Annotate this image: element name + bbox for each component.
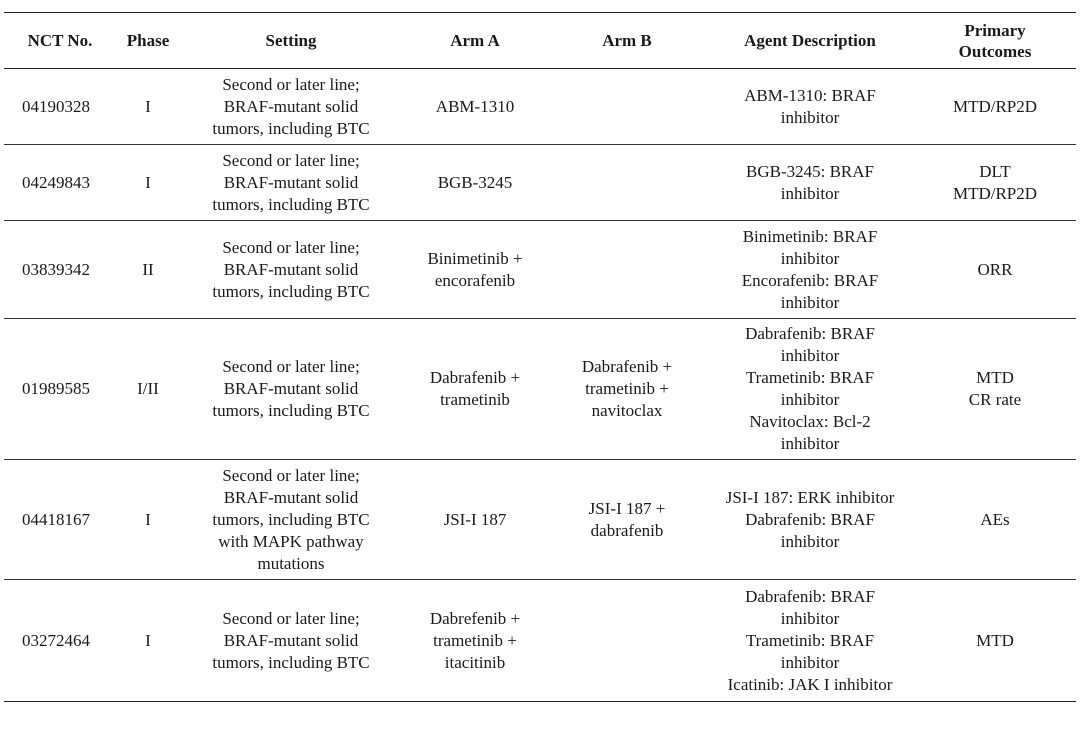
- cell-line: CR rate: [968, 390, 1022, 409]
- cell-arm-b: [548, 580, 706, 702]
- cell-arm-a: [402, 221, 548, 319]
- cell-line: ORR: [977, 259, 1013, 279]
- cell-phase: I: [145, 172, 151, 192]
- header-agent-description: Agent Description: [744, 31, 876, 50]
- cell-nct-number: 03839342: [22, 259, 90, 279]
- cell-line: itacitinib: [444, 652, 506, 672]
- cell-line: Dabrafenib +: [581, 357, 673, 376]
- table-body: [4, 69, 1076, 702]
- cell-line: DLT: [979, 161, 1011, 181]
- cell-line: inhibitor: [780, 608, 840, 628]
- cell-phase: I: [145, 96, 151, 116]
- cell-arm-a: [402, 460, 548, 580]
- cell-arm-a: [402, 145, 548, 221]
- cell-line: JSI-I 187: ERK inhibitor: [725, 487, 895, 507]
- cell-primary-outcomes: [914, 221, 1076, 319]
- cell-line: Second or later line;: [222, 608, 360, 628]
- cell-agent-description: [706, 319, 914, 460]
- cell-phase: I/II: [137, 379, 159, 398]
- cell-line: inhibitor: [780, 434, 840, 453]
- cell-line: Second or later line;: [222, 150, 360, 170]
- cell-line: Navitoclax: Bcl-2: [749, 412, 871, 431]
- cell-line: mutations: [257, 553, 325, 573]
- cell-line: trametinib +: [433, 630, 517, 650]
- cell-phase: I: [145, 509, 151, 529]
- cell-line: MTD: [976, 368, 1014, 387]
- cell-primary-outcomes: [914, 69, 1076, 145]
- cell-setting: [180, 221, 402, 319]
- cell-phase: II: [142, 259, 154, 279]
- cell-line: inhibitor: [780, 390, 840, 409]
- cell-line: BRAF-mutant solid: [223, 487, 359, 507]
- header-setting: Setting: [265, 31, 317, 50]
- cell-line: Dabrafenib +: [429, 368, 521, 387]
- clinical-trials-table: [4, 12, 1076, 702]
- cell-line: Binimetinib +: [427, 248, 523, 268]
- cell-line: trametinib +: [585, 379, 669, 398]
- header-primary-outcomes: [914, 13, 1076, 69]
- cell-arm-b: [548, 69, 706, 145]
- cell-line: inhibitor: [780, 346, 840, 365]
- cell-nct-number: 04418167: [22, 509, 90, 529]
- cell-setting: [180, 145, 402, 221]
- cell-line: BRAF-mutant solid: [223, 172, 359, 192]
- cell-line: Dabrafenib: BRAF: [745, 509, 875, 529]
- header-arm-a: Arm A: [450, 31, 500, 50]
- cell-line: Trametinib: BRAF: [745, 630, 875, 650]
- cell-line: with MAPK pathway: [218, 531, 364, 551]
- trials-table-container: [4, 12, 1076, 702]
- cell-phase: I: [145, 630, 151, 650]
- table-row: [4, 580, 1076, 702]
- cell-line: BGB-3245: [437, 172, 513, 192]
- cell-agent-description: [706, 145, 914, 221]
- cell-line: ABM-1310: [435, 96, 515, 116]
- header-outcomes-line: Outcomes: [958, 41, 1032, 61]
- header-outcomes-line: Primary: [964, 20, 1026, 40]
- cell-setting: [180, 69, 402, 145]
- cell-line: tumors, including BTC: [212, 118, 370, 138]
- header-nct: NCT No.: [27, 31, 93, 50]
- cell-arm-b: [548, 221, 706, 319]
- cell-line: Dabrafenib: BRAF: [745, 324, 875, 343]
- cell-arm-b: [548, 145, 706, 221]
- cell-line: tumors, including BTC: [212, 194, 370, 214]
- cell-arm-b: [548, 319, 706, 460]
- cell-line: Dabrefenib +: [429, 608, 521, 628]
- cell-nct-number: 04249843: [22, 172, 90, 192]
- cell-line: tumors, including BTC: [212, 509, 370, 529]
- cell-line: Second or later line;: [222, 357, 360, 376]
- cell-arm-a: [402, 319, 548, 460]
- cell-line: navitoclax: [591, 401, 663, 420]
- cell-line: inhibitor: [780, 531, 840, 551]
- cell-line: MTD: [976, 630, 1014, 650]
- table-row: [4, 69, 1076, 145]
- cell-nct-number: 01989585: [22, 379, 90, 398]
- cell-line: JSI-I 187: [443, 509, 507, 529]
- table-header: [4, 13, 1076, 69]
- cell-line: BGB-3245: BRAF: [746, 161, 874, 181]
- cell-line: inhibitor: [780, 292, 840, 312]
- cell-setting: [180, 580, 402, 702]
- cell-line: inhibitor: [780, 183, 840, 203]
- cell-line: Second or later line;: [222, 74, 360, 94]
- cell-line: encorafenib: [434, 270, 516, 290]
- cell-primary-outcomes: [914, 145, 1076, 221]
- cell-agent-description: [706, 69, 914, 145]
- cell-primary-outcomes: [914, 460, 1076, 580]
- cell-line: Dabrafenib: BRAF: [745, 586, 875, 606]
- table-row: [4, 145, 1076, 221]
- header-phase: Phase: [126, 31, 170, 50]
- cell-nct-number: 04190328: [22, 96, 90, 116]
- cell-line: BRAF-mutant solid: [223, 630, 359, 650]
- cell-line: inhibitor: [780, 652, 840, 672]
- table-row: [4, 319, 1076, 460]
- cell-line: MTD/RP2D: [952, 183, 1038, 203]
- cell-arm-a: [402, 69, 548, 145]
- cell-line: MTD/RP2D: [952, 96, 1038, 116]
- cell-line: Trametinib: BRAF: [745, 368, 875, 387]
- cell-line: JSI-I 187 +: [588, 498, 666, 518]
- header-row: [4, 13, 1076, 69]
- cell-line: trametinib: [440, 390, 510, 409]
- cell-line: Icatinib: JAK I inhibitor: [727, 674, 893, 694]
- cell-line: Second or later line;: [222, 465, 360, 485]
- cell-line: tumors, including BTC: [212, 401, 370, 420]
- cell-line: tumors, including BTC: [212, 281, 370, 301]
- cell-line: AEs: [980, 509, 1010, 529]
- cell-setting: [180, 319, 402, 460]
- table-row: [4, 460, 1076, 580]
- cell-primary-outcomes: [914, 319, 1076, 460]
- cell-line: inhibitor: [780, 107, 840, 127]
- cell-line: dabrafenib: [590, 520, 664, 540]
- table-row: [4, 221, 1076, 319]
- cell-nct-number: 03272464: [22, 630, 90, 650]
- cell-primary-outcomes: [914, 580, 1076, 702]
- cell-line: ABM-1310: BRAF: [744, 85, 876, 105]
- cell-line: Binimetinib: BRAF: [742, 226, 878, 246]
- cell-line: tumors, including BTC: [212, 652, 370, 672]
- cell-arm-b: [548, 460, 706, 580]
- cell-line: Second or later line;: [222, 237, 360, 257]
- header-arm-b: Arm B: [602, 31, 652, 50]
- cell-arm-a: [402, 580, 548, 702]
- cell-setting: [180, 460, 402, 580]
- cell-agent-description: [706, 580, 914, 702]
- cell-agent-description: [706, 221, 914, 319]
- cell-line: BRAF-mutant solid: [223, 259, 359, 279]
- cell-line: Encorafenib: BRAF: [741, 270, 879, 290]
- cell-line: inhibitor: [780, 248, 840, 268]
- cell-line: BRAF-mutant solid: [223, 379, 359, 398]
- cell-agent-description: [706, 460, 914, 580]
- cell-line: BRAF-mutant solid: [223, 96, 359, 116]
